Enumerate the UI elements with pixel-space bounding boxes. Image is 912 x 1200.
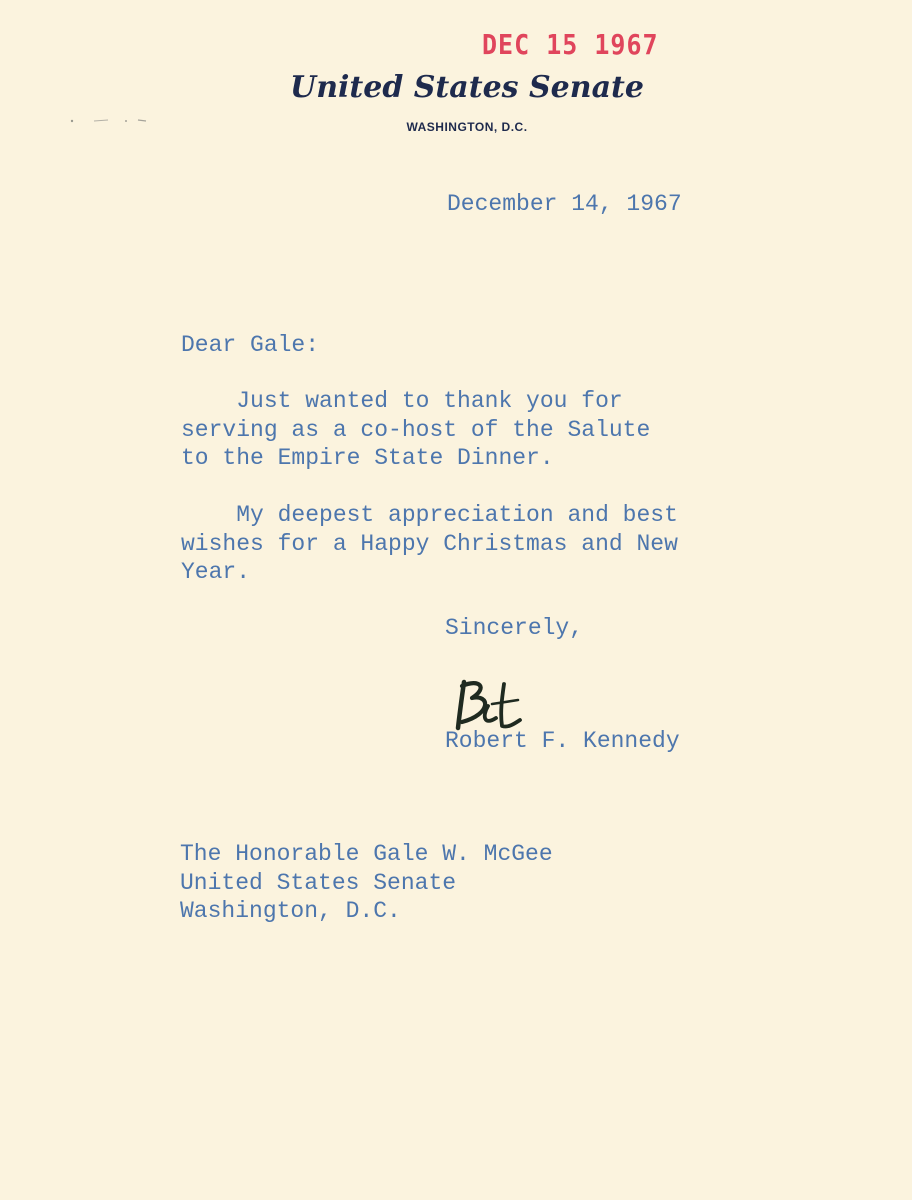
letter-paragraph-1: Just wanted to thank you for serving as a co-host of the Salute to the Empire State Dinner. [181,388,651,472]
letter-closing: Sincerely, [445,615,584,641]
letter-salutation: Dear Gale: [181,332,320,358]
signer-name: Robert F. Kennedy [445,728,680,754]
letterhead-city: WASHINGTON, D.C. [406,120,528,134]
letter-paragraph-2: My deepest appreciation and best wishes for a Happy Christmas and New Year. [181,502,678,586]
recipient-address: The Honorable Gale W. McGee United States Senate Washington, D.C. [180,841,553,925]
letterhead-title: United States Senate [290,70,644,105]
letter-date: December 14, 1967 [447,191,682,217]
received-date-stamp: DEC 15 1967 [482,28,659,61]
handwritten-signature [448,672,528,742]
